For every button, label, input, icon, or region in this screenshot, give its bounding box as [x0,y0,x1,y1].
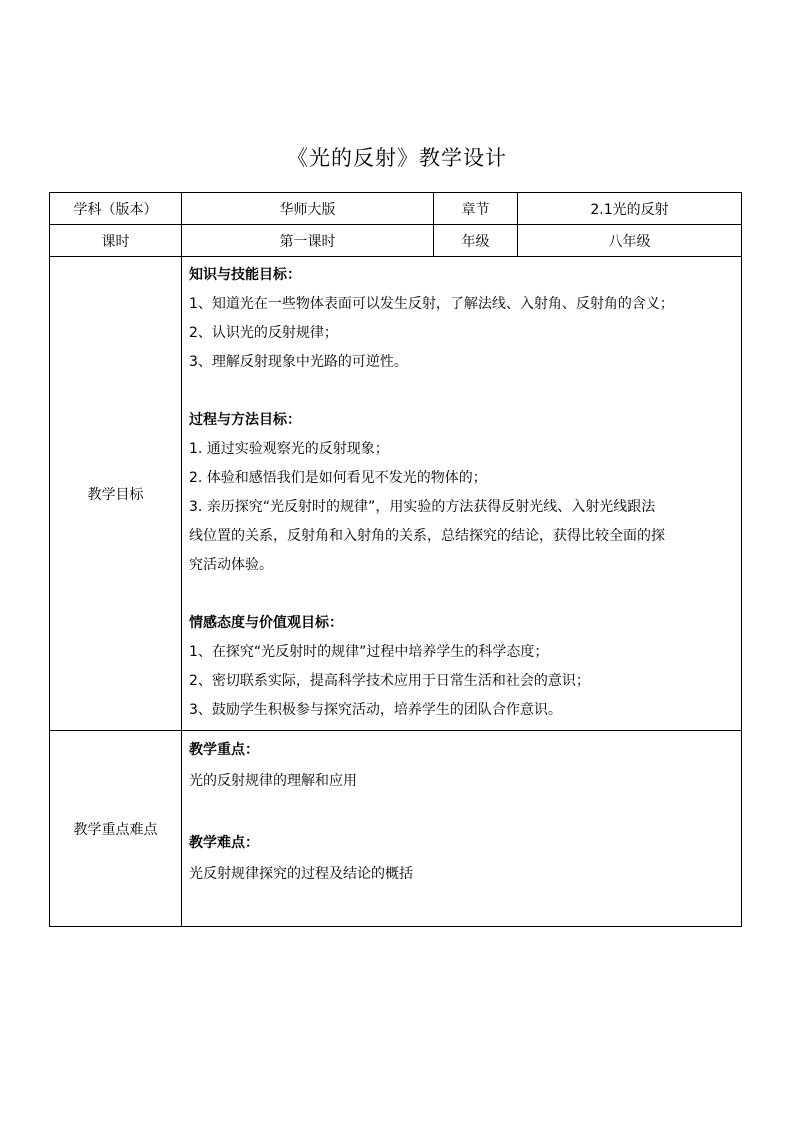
subject-label: 学科（版本） [50,193,182,225]
knowledge-item: 1、知道光在一些物体表面可以发生反射，了解法线、入射角、反射角的含义； [189,296,674,312]
attitude-item: 2、密切联系实际，提高科学技术应用于日常生活和社会的意识； [189,673,590,689]
key-heading: 教学重点： [189,742,259,758]
process-item: 2. 体验和感悟我们是如何看见不发光的物体的； [189,470,487,486]
spacer [189,580,741,609]
key-text: 光的反射规律的理解和应用 [189,773,357,789]
header-row-subject [50,193,742,225]
grade-label: 年级 [434,225,518,257]
objectives-content [182,257,742,731]
spacer [189,797,741,828]
chapter-label: 章节 [434,193,518,225]
objectives-row [50,257,742,731]
focus-content [182,731,742,927]
objectives-label: 教学目标 [50,257,182,731]
difficulty-heading: 教学难点： [189,835,259,851]
spacer [189,890,741,921]
chapter-value: 2.1光的反射 [518,193,742,225]
grade-value: 八年级 [518,225,742,257]
period-label: 课时 [50,225,182,257]
focus-label: 教学重点难点 [50,731,182,927]
process-item: 1. 通过实验观察光的反射现象； [189,441,389,457]
process-item: 3. 亲历探究“光反射时的规律”，用实验的方法获得反射光线、入射光线跟法 [189,499,656,515]
process-item: 线位置的关系，反射角和入射角的关系，总结探究的结论，获得比较全面的探 [189,528,665,544]
attitude-heading: 情感态度与价值观目标： [189,615,343,631]
focus-row [50,731,742,927]
spacer [189,377,741,406]
document-title: 《光的反射》教学设计 [287,146,507,170]
knowledge-heading: 知识与技能目标： [189,267,301,283]
header-row-period [50,225,742,257]
process-item: 究活动体验。 [189,557,273,573]
attitude-item: 1、在探究“光反射时的规律”过程中培养学生的科学态度； [189,644,549,660]
subject-value: 华师大版 [182,193,434,225]
attitude-item: 3、鼓励学生积极参与探究活动，培养学生的团队合作意识。 [189,702,562,718]
difficulty-text: 光反射规律探究的过程及结论的概括 [189,866,413,882]
process-heading: 过程与方法目标： [189,412,301,428]
knowledge-item: 3、理解反射现象中光路的可逆性。 [189,354,408,370]
lesson-plan-table [49,192,742,927]
knowledge-item: 2、认识光的反射规律； [189,325,338,341]
period-value: 第一课时 [182,225,434,257]
